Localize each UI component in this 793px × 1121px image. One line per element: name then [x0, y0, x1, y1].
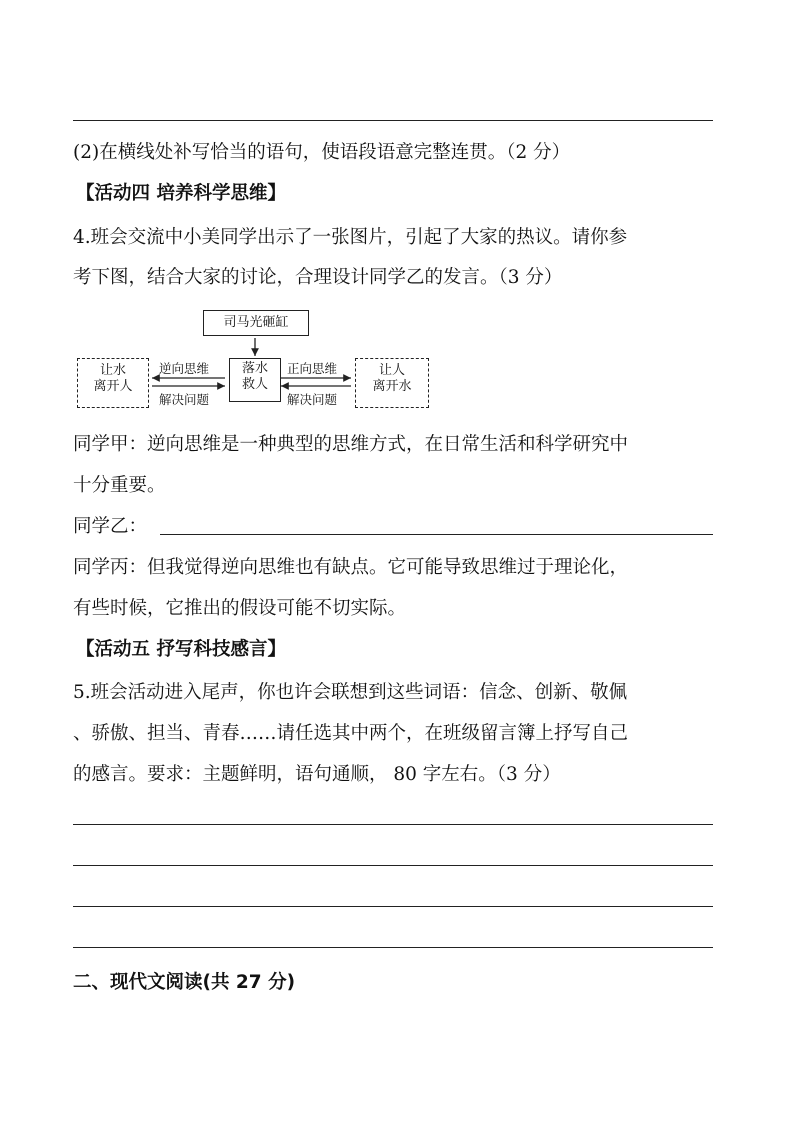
left-box-line-2: 离开人	[93, 379, 133, 394]
right-box-line-2: 离开水	[372, 379, 412, 394]
left-arrow-top-label: 逆向思维	[159, 361, 210, 376]
student-a-line-1: 同学甲：逆向思维是一种典型的思维方式，在日常生活和科学研究中	[73, 434, 629, 455]
thinking-diagram	[73, 308, 443, 413]
diagram-right-box	[355, 358, 429, 408]
student-b-label: 同学乙：	[73, 516, 148, 537]
question-5-line-1: 5.班会活动进入尾声，你也许会联想到这些词语：信念、创新、敬佩	[73, 682, 628, 703]
question-3-2: (2)在横线处补写恰当的语句，使语段语意完整连贯。（2 分）	[73, 142, 571, 163]
student-a-line-2: 十分重要。	[73, 475, 166, 496]
question-4-line-2: 考下图，结合大家的讨论，合理设计同学乙的发言。（3 分）	[73, 267, 563, 288]
writing-line-1[interactable]	[73, 824, 713, 825]
center-box-line-2: 救人	[241, 377, 268, 392]
left-arrow-bottom-label: 解决问题	[159, 392, 210, 407]
student-c-line-1: 同学丙：但我觉得逆向思维也有缺点。它可能导致思维过于理论化，	[73, 557, 629, 578]
writing-line-4[interactable]	[73, 947, 713, 948]
right-arrow-top-label: 正向思维	[287, 361, 338, 376]
left-box-line-1: 让水	[99, 363, 126, 378]
right-arrow-bottom-label: 解决问题	[287, 392, 338, 407]
section-2-heading: 二、现代文阅读(共 27 分)	[73, 972, 296, 993]
writing-line-3[interactable]	[73, 906, 713, 907]
question-5-line-2: 、骄傲、担当、青春……请任选其中两个，在班级留言簿上抒写自己	[73, 723, 629, 744]
activity-5-heading: 【活动五 抒写科技感言】	[76, 639, 286, 660]
right-box-line-1: 让人	[378, 363, 405, 378]
student-b-answer-line[interactable]	[160, 534, 713, 535]
student-c-line-2: 有些时候，它推出的假设可能不切实际。	[73, 598, 407, 619]
answer-line-top	[73, 120, 713, 121]
question-4-line-1: 4.班会交流中小美同学出示了一张图片，引起了大家的热议。请你参	[73, 227, 628, 248]
diagram-left-box	[77, 358, 149, 408]
activity-4-heading: 【活动四 培养科学思维】	[76, 183, 286, 204]
writing-line-2[interactable]	[73, 865, 713, 866]
question-5-line-3: 的感言。要求：主题鲜明，语句通顺， 80 字左右。（3 分）	[73, 764, 561, 785]
center-box-line-1: 落水	[241, 361, 268, 376]
diagram-center-box	[229, 358, 281, 402]
diagram-top-box: 司马光砸缸	[203, 310, 309, 336]
